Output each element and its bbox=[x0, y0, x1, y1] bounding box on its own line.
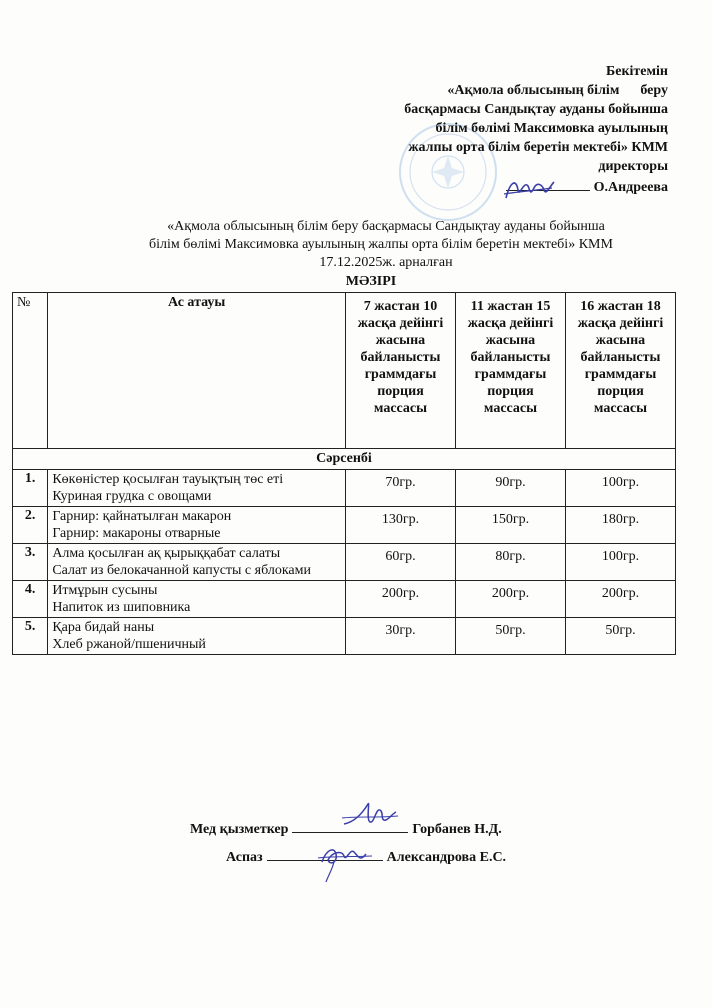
approval-line: білім бөлімі Максимовка ауылының bbox=[435, 121, 668, 136]
table-row bbox=[13, 544, 676, 581]
dish-name-kz: Көкөністер қосылған тауықтың төс еті bbox=[52, 472, 284, 487]
row-number: 4. bbox=[13, 581, 48, 618]
approval-line: «Ақмола облысының білім беру bbox=[447, 83, 668, 98]
portion-age-16-18: 100гр. bbox=[565, 470, 675, 507]
menu-table bbox=[12, 292, 676, 655]
dish-name bbox=[48, 581, 346, 618]
column-header-dish: Ас атауы bbox=[48, 293, 346, 449]
approval-block bbox=[308, 62, 668, 197]
approval-line: жалпы орта білім беретін мектебі» КММ bbox=[408, 140, 668, 155]
medic-name: Горбанев Н.Д. bbox=[412, 822, 502, 837]
portion-age-16-18: 100гр. bbox=[565, 544, 675, 581]
dish-name-ru: Гарнир: макароны отварные bbox=[52, 526, 221, 541]
dish-name-kz: Итмұрын сусыны bbox=[52, 583, 158, 598]
column-header-age-7-10: 7 жастан 10 жасқа дейінгі жасына байланысты граммдағы порция массасы bbox=[346, 293, 456, 449]
cook-signature bbox=[314, 832, 374, 886]
director-name: О.Андреева bbox=[593, 180, 668, 195]
table-row bbox=[13, 470, 676, 507]
cook-label: Аспаз bbox=[226, 850, 263, 865]
portion-age-7-10: 200гр. bbox=[346, 581, 456, 618]
director-signature-row bbox=[308, 176, 668, 197]
medic-signature bbox=[340, 796, 400, 830]
medic-label: Мед қызметкер bbox=[190, 822, 289, 837]
portion-age-16-18: 180гр. bbox=[565, 507, 675, 544]
approval-line: директоры bbox=[598, 159, 668, 174]
column-header-age-11-15: 11 жастан 15 жасқа дейінгі жасына байланысты граммдағы порция массасы bbox=[455, 293, 565, 449]
document-header bbox=[0, 218, 712, 272]
dish-name-kz: Қара бидай наны bbox=[52, 620, 155, 635]
approval-line: Бекітемін bbox=[605, 64, 668, 79]
table-header-row bbox=[13, 293, 676, 449]
menu-title: МӘЗІРІ bbox=[345, 274, 397, 289]
dish-name-ru: Хлеб ржаной/пшеничный bbox=[52, 637, 206, 652]
approval-line: басқармасы Сандықтау ауданы бойынша bbox=[404, 102, 668, 117]
portion-age-11-15: 200гр. bbox=[455, 581, 565, 618]
portion-age-7-10: 70гр. bbox=[346, 470, 456, 507]
portion-age-11-15: 150гр. bbox=[455, 507, 565, 544]
cook-name: Александрова Е.С. bbox=[386, 850, 507, 865]
column-header-number: № bbox=[13, 293, 48, 449]
portion-age-11-15: 90гр. bbox=[455, 470, 565, 507]
dish-name bbox=[48, 507, 346, 544]
dish-name-ru: Салат из белокачанной капусты с яблоками bbox=[52, 563, 311, 578]
portion-age-7-10: 60гр. bbox=[346, 544, 456, 581]
row-number: 5. bbox=[13, 618, 48, 655]
dish-name bbox=[48, 618, 346, 655]
portion-age-11-15: 80гр. bbox=[455, 544, 565, 581]
portion-age-16-18: 200гр. bbox=[565, 581, 675, 618]
dish-name-ru: Напиток из шиповника bbox=[52, 600, 191, 615]
dish-name-kz: Гарнир: қайнатылған макарон bbox=[52, 509, 232, 524]
portion-age-7-10: 130гр. bbox=[346, 507, 456, 544]
day-label: Сәрсенбі bbox=[13, 449, 676, 470]
row-number: 3. bbox=[13, 544, 48, 581]
column-header-age-16-18: 16 жастан 18 жасқа дейінгі жасына байланысты граммдағы порция массасы bbox=[565, 293, 675, 449]
row-number: 2. bbox=[13, 507, 48, 544]
header-line: «Ақмола облысының білім беру басқармасы Сандықтау ауданы бойынша bbox=[167, 219, 605, 234]
dish-name bbox=[48, 470, 346, 507]
dish-name-ru: Куриная грудка с овощами bbox=[52, 489, 212, 504]
portion-age-16-18: 50гр. bbox=[565, 618, 675, 655]
header-date: 17.12.2025ж. арналған bbox=[319, 255, 453, 270]
table-row bbox=[13, 507, 676, 544]
table-row bbox=[13, 618, 676, 655]
table-row bbox=[13, 581, 676, 618]
portion-age-11-15: 50гр. bbox=[455, 618, 565, 655]
dish-name bbox=[48, 544, 346, 581]
row-number: 1. bbox=[13, 470, 48, 507]
portion-age-7-10: 30гр. bbox=[346, 618, 456, 655]
header-line: білім бөлімі Максимовка ауылының жалпы орта білім беретін мектебі» КММ bbox=[149, 237, 613, 252]
dish-name-kz: Алма қосылған ақ қырыққабат салаты bbox=[52, 546, 281, 561]
day-row bbox=[13, 449, 676, 470]
director-signature bbox=[500, 172, 556, 206]
